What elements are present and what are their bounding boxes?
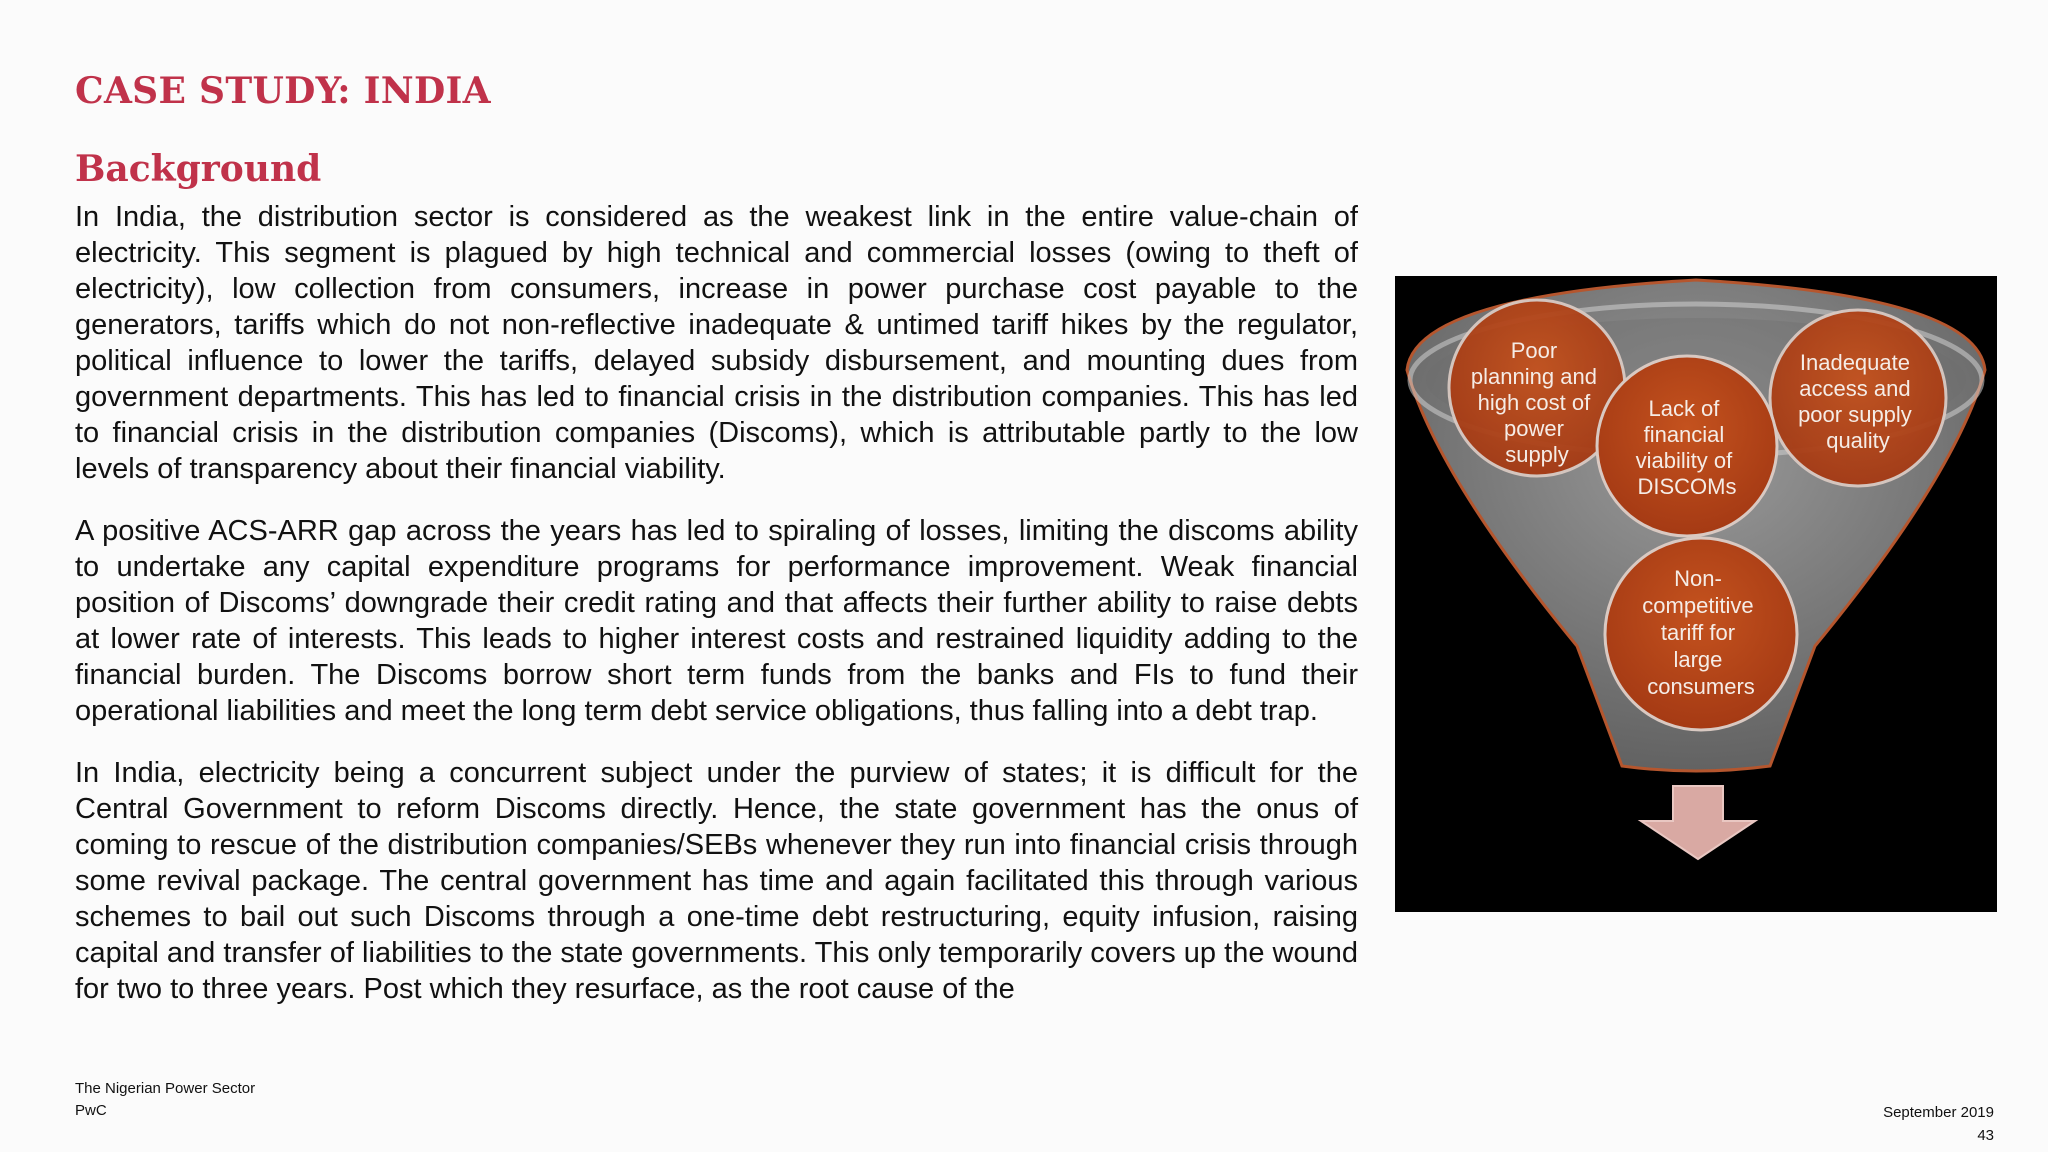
footer-company: PwC — [75, 1102, 107, 1119]
footer-date: September 2019 — [1883, 1104, 1994, 1121]
paragraph-2: A positive ACS-ARR gap across the years has led to spiraling of losses, limiting the discoms ability to undertake any capital expenditure programs for performance improvement. Weak financial position of Discoms’ downgrade their credit rating and that affects their further ability to raise debts at lower rate of interests. This leads to higher interest costs and restrained liquidity adding to the financial burden. The Discoms borrow short term funds from the banks and FIs to fund their operational liabilities and meet the long term debt service obligations, thus falling into a debt trap. — [75, 515, 1358, 727]
body-text — [75, 199, 1358, 1033]
page-number: 43 — [1977, 1127, 1994, 1144]
down-arrow-icon — [1641, 786, 1755, 859]
footer-left — [75, 1078, 255, 1122]
footer-doc-title: The Nigerian Power Sector — [75, 1080, 256, 1097]
section-title: CASE STUDY: INDIA — [75, 70, 491, 112]
circle-inadequate-access — [1770, 310, 1946, 486]
paragraph-1: In India, the distribution sector is considered as the weakest link in the entire value-chain of electricity. This segment is plagued by high technical and commercial losses (owing to theft of electricity), low collection from consumers, increase in power purchase cost payable to the generators, tariffs which do not non-reflective inadequate & untimed tariff hikes by the regulator, political influence to lower the tariffs, delayed subsidy disbursement, and mounting dues from government departments. This has led to financial crisis in the distribution companies. This has led to financial crisis in the distribution companies (Discoms), which is attributable partly to the low levels of transparency about their financial viability. — [75, 201, 1358, 485]
sub-title: Background — [75, 148, 322, 190]
circle-poor-planning-label: Poor planning and high cost of power supply — [1470, 338, 1597, 467]
circle-non-competitive-tariff-label: Non- competitive tariff for large consumers — [1642, 566, 1755, 699]
circle-lack-of-viability-label: Lack of financial viability of DISCOMs — [1635, 396, 1737, 499]
funnel-figure — [1395, 276, 1997, 912]
funnel-diagram — [1395, 276, 1997, 912]
circle-lack-of-viability — [1597, 356, 1777, 536]
circle-inadequate-access-label: Inadequate access and poor supply quality — [1798, 350, 1912, 453]
circle-non-competitive-tariff — [1605, 538, 1797, 730]
paragraph-3: In India, electricity being a concurrent subject under the purview of states; it is difficult for the Central Government to reform Discoms directly. Hence, the state government has the onus of coming to rescue of the distribution companies/SEBs whenever they run into financial crisis through some revival package. The central government has time and again facilitated this through various schemes to bail out such Discoms through a one-time debt restructuring, equity infusion, raising capital and transfer of liabilities to the state governments. This only temporarily covers up the wound for two to three years. Post which they resurface, as the root cause of the — [75, 757, 1358, 1005]
